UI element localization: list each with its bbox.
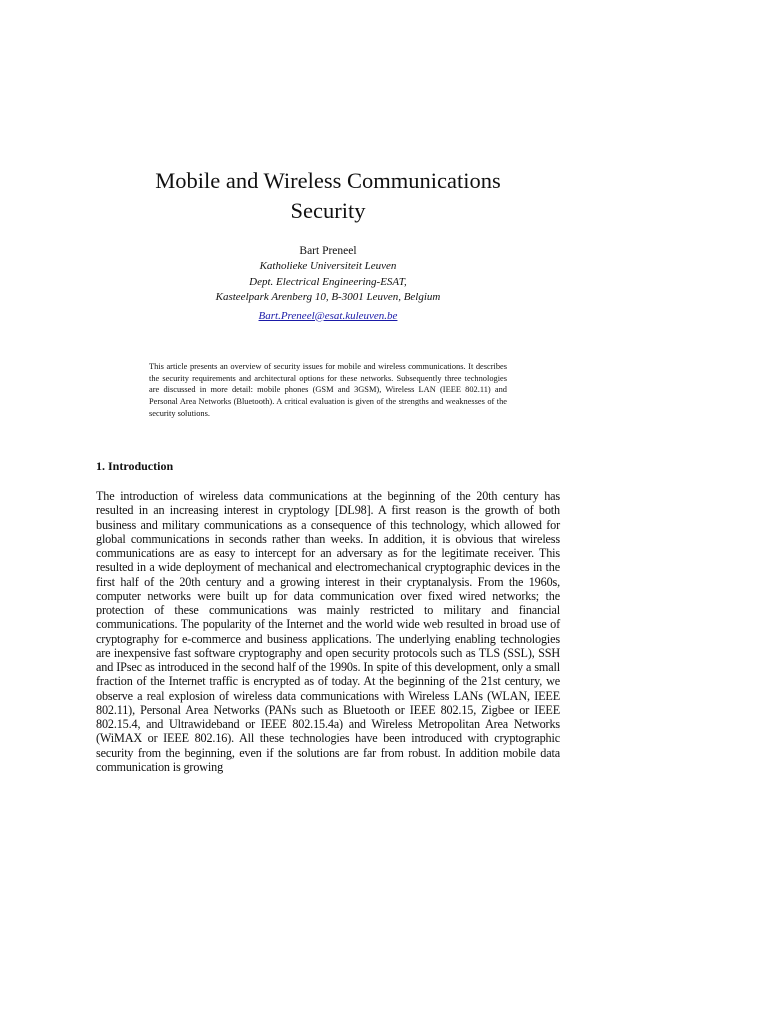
author-email-link[interactable]: Bart.Preneel@esat.kuleuven.be <box>258 309 398 322</box>
affiliation-department: Dept. Electrical Engineering-ESAT, <box>249 275 407 288</box>
author-name: Bart Preneel <box>299 245 357 257</box>
paper-title <box>96 166 560 226</box>
abstract: This article presents an overview of security issues for mobile and wireless communications. It describes the security requirements and architectural options for these networks. Subsequently three technologies are discussed in more detail: mobile phones (GSM and 3GSM), Wireless LAN (IEEE 802.11) and Personal Area Networks (Bluetooth). A critical evaluation is given of the strengths and weaknesses of the security solutions. <box>149 362 507 418</box>
introduction-paragraph: The introduction of wireless data communications at the beginning of the 20th century has resulted in an increasing interest in cryptology [DL98]. A first reason is the growth of both business and military communications as a consequence of this technology, which allowed for global communications in seconds rather than weeks. In addition, it is obvious that wireless communications are as easy to intercept for an adversary as for the legitimate receiver. This resulted in a wide deployment of mechanical and electromechanical cryptographic devices in the first half of the 20th century and a growing interest in their cryptanalysis. From the 1960s, computer networks were built up for data communication over fixed wired networks; the protection of these communications was mainly restricted to military and financial communications. The popularity of the Internet and the world wide web resulted in broad use of cryptography for e-commerce and business applications. The underlying enabling technologies are inexpensive fast software cryptography and open security protocols such as TLS (SSL), SSH and IPsec as introduced in the second half of the 1990s. In spite of this development, only a small fraction of the Internet traffic is encrypted as of today. At the beginning of the 21st century, we observe a real explosion of wireless data communications with Wireless LANs (WLAN, IEEE 802.11), Personal Area Networks (PANs such as Bluetooth or IEEE 802.15, Zigbee or IEEE 802.15.4, and Ultrawideband or IEEE 802.15.4a) and Wireless Metropolitan Area Networks (WiMAX or IEEE 802.16). All these technologies have been introduced with cryptographic security from the beginning, even if the solutions are far from robust. In addition mobile data communication is growing <box>96 489 560 774</box>
affiliation-address: Kasteelpark Arenberg 10, B-3001 Leuven, Belgium <box>215 291 441 303</box>
paper-title-line2: Security <box>290 198 366 223</box>
section-heading-introduction: 1. Introduction <box>96 459 174 473</box>
paper-title-line1: Mobile and Wireless Communications <box>155 168 501 193</box>
affiliation-university: Katholieke Universiteit Leuven <box>259 260 397 272</box>
author-block <box>96 243 560 324</box>
